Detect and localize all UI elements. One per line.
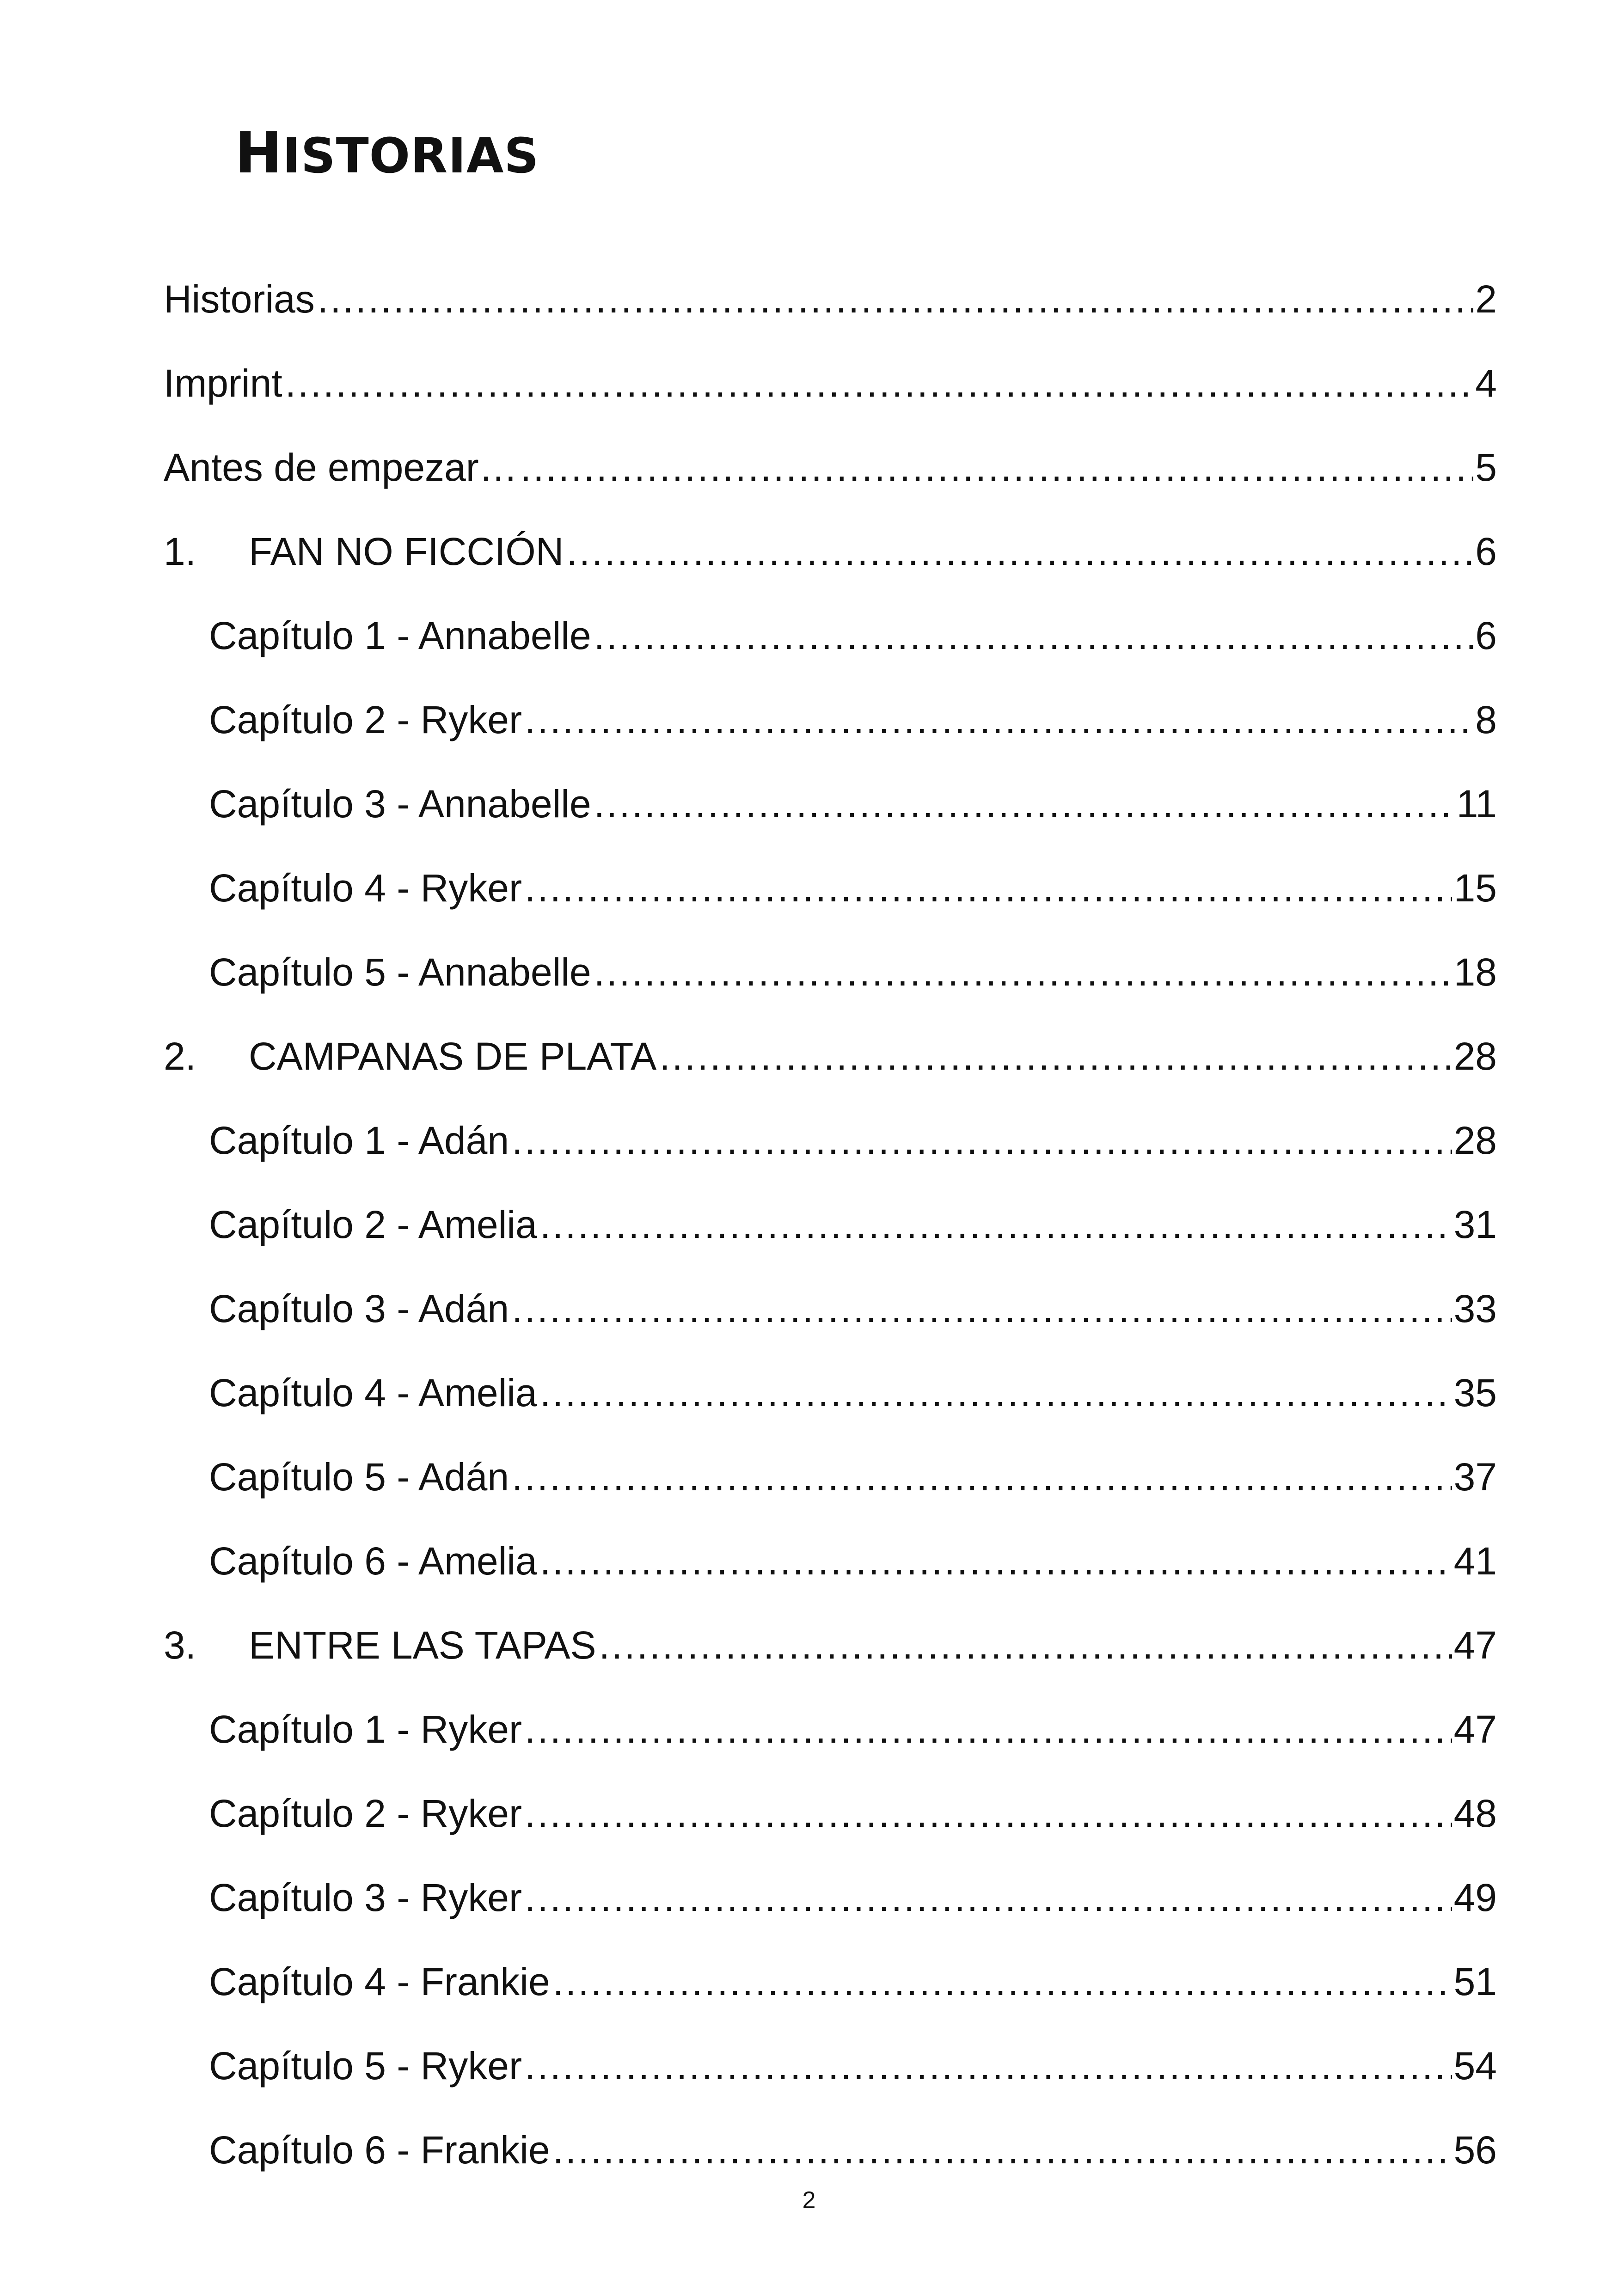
toc-entry-title: Capítulo 5 - Annabelle [209, 950, 594, 995]
page-title-initial: H [235, 120, 283, 186]
toc-entry-page: 41 [1453, 1539, 1497, 1583]
toc-entry[interactable] [164, 594, 1497, 678]
toc-entry-page: 56 [1453, 2128, 1497, 2172]
toc-entry-page: 2 [1475, 277, 1497, 321]
toc-entry-page: 51 [1453, 1959, 1497, 2003]
toc-entry[interactable] [164, 1351, 1497, 1435]
toc-entry-page: 11 [1456, 782, 1497, 826]
toc-dot-leader [540, 1371, 1452, 1415]
toc-entry-title: Antes de empezar… [164, 445, 521, 490]
toc-entry-page: 49 [1453, 1875, 1497, 1919]
toc-dot-leader [285, 361, 1474, 406]
toc-dot-leader [525, 1875, 1452, 1920]
toc-dot-leader [594, 613, 1474, 658]
toc-entry[interactable] [164, 257, 1497, 341]
toc-entry-title: Capítulo 4 - Frankie [209, 1959, 553, 2004]
toc-dot-leader [525, 1791, 1452, 1836]
toc-entry-title: Capítulo 3 - Ryker [209, 1875, 525, 1920]
toc-dot-leader [659, 1034, 1452, 1079]
toc-dot-leader [553, 2128, 1452, 2173]
toc-entry-page: 6 [1475, 529, 1497, 573]
toc-entry-title: Capítulo 3 - Annabelle [209, 782, 594, 827]
toc-entry-title: Capítulo 1 - Adán [209, 1118, 512, 1163]
toc-entry[interactable] [164, 678, 1497, 762]
toc-dot-leader [594, 782, 1455, 827]
toc-entry-number: 1. [164, 529, 196, 573]
toc-entry[interactable] [164, 846, 1497, 930]
toc-entry-title: ENTRE LAS TAPAS [249, 1623, 599, 1668]
toc-dot-leader [525, 866, 1452, 911]
toc-entry-page: 5 [1475, 445, 1497, 489]
toc-entry[interactable] [164, 1855, 1497, 1940]
toc-entry-page: 37 [1453, 1455, 1497, 1499]
toc-entry-page: 35 [1453, 1371, 1497, 1414]
toc-entry[interactable] [164, 1098, 1497, 1182]
toc-entry[interactable] [164, 1267, 1497, 1351]
toc-entry-title: Capítulo 2 - Ryker [209, 1791, 525, 1836]
table-of-contents [164, 257, 1497, 2192]
toc-dot-leader [525, 2044, 1452, 2088]
page-title [235, 120, 539, 186]
toc-dot-leader [525, 698, 1473, 742]
toc-entry-page: 47 [1453, 1707, 1497, 1751]
toc-dot-leader [512, 1286, 1452, 1331]
toc-dot-leader [525, 1707, 1452, 1752]
toc-entry-title: Capítulo 5 - Ryker [209, 2044, 525, 2088]
toc-entry[interactable] [164, 1940, 1497, 2024]
toc-entry[interactable] [164, 1771, 1497, 1855]
toc-entry-title: Capítulo 1 - Annabelle [209, 613, 594, 658]
page-number: 2 [802, 2187, 816, 2214]
toc-entry-title: Capítulo 2 - Ryker [209, 698, 525, 742]
toc-entry-title: Capítulo 6 - Frankie [209, 2128, 553, 2173]
toc-dot-leader [521, 445, 1474, 490]
toc-dot-leader [512, 1455, 1452, 1500]
toc-dot-leader [566, 529, 1473, 574]
toc-entry-page: 18 [1453, 950, 1497, 994]
toc-dot-leader [553, 1959, 1452, 2004]
toc-entry-title: Capítulo 4 - Ryker [209, 866, 525, 911]
toc-entry-page: 54 [1453, 2044, 1497, 2088]
toc-entry[interactable] [164, 2108, 1497, 2192]
toc-entry-page: 8 [1475, 698, 1497, 741]
toc-entry-page: 48 [1453, 1791, 1497, 1835]
page-title-rest: ISTORIAS [282, 128, 539, 184]
toc-entry-title: Imprint [164, 361, 285, 406]
toc-entry[interactable] [164, 1435, 1497, 1519]
toc-dot-leader [540, 1539, 1452, 1584]
toc-entry-number: 2. [164, 1034, 196, 1078]
toc-entry[interactable] [164, 509, 1497, 594]
toc-entry[interactable] [164, 425, 1497, 509]
toc-entry-page: 47 [1453, 1623, 1497, 1667]
toc-entry[interactable] [164, 762, 1497, 846]
toc-entry-title: Capítulo 5 - Adán [209, 1455, 512, 1500]
toc-entry-page: 33 [1453, 1286, 1497, 1330]
toc-entry[interactable] [164, 2024, 1497, 2108]
toc-entry-page: 6 [1475, 613, 1497, 657]
toc-entry-title: Capítulo 3 - Adán [209, 1286, 512, 1331]
toc-entry-page: 4 [1475, 361, 1497, 405]
toc-entry[interactable] [164, 1519, 1497, 1603]
toc-entry[interactable] [164, 1182, 1497, 1267]
toc-entry-title: Historias [164, 277, 318, 322]
toc-entry-title: CAMPANAS DE PLATA [249, 1034, 659, 1079]
toc-entry-number: 3. [164, 1623, 196, 1667]
toc-entry-title: Capítulo 2 - Amelia [209, 1202, 540, 1247]
toc-entry-page: 28 [1453, 1118, 1497, 1162]
toc-dot-leader [512, 1118, 1452, 1163]
toc-entry-title: Capítulo 4 - Amelia [209, 1371, 540, 1415]
toc-entry-title: Capítulo 6 - Amelia [209, 1539, 540, 1584]
toc-entry-page: 31 [1453, 1202, 1497, 1246]
toc-dot-leader [540, 1202, 1452, 1247]
toc-entry[interactable] [164, 930, 1497, 1014]
toc-entry-page: 15 [1453, 866, 1497, 910]
toc-entry-page: 28 [1453, 1034, 1497, 1078]
toc-dot-leader [599, 1623, 1452, 1668]
toc-dot-leader [318, 277, 1474, 322]
toc-entry[interactable] [164, 1603, 1497, 1687]
toc-entry[interactable] [164, 341, 1497, 425]
toc-entry[interactable] [164, 1014, 1497, 1098]
toc-entry-title: FAN NO FICCIÓN [249, 529, 566, 574]
toc-entry-title: Capítulo 1 - Ryker [209, 1707, 525, 1752]
toc-dot-leader [594, 950, 1452, 995]
toc-entry[interactable] [164, 1687, 1497, 1771]
